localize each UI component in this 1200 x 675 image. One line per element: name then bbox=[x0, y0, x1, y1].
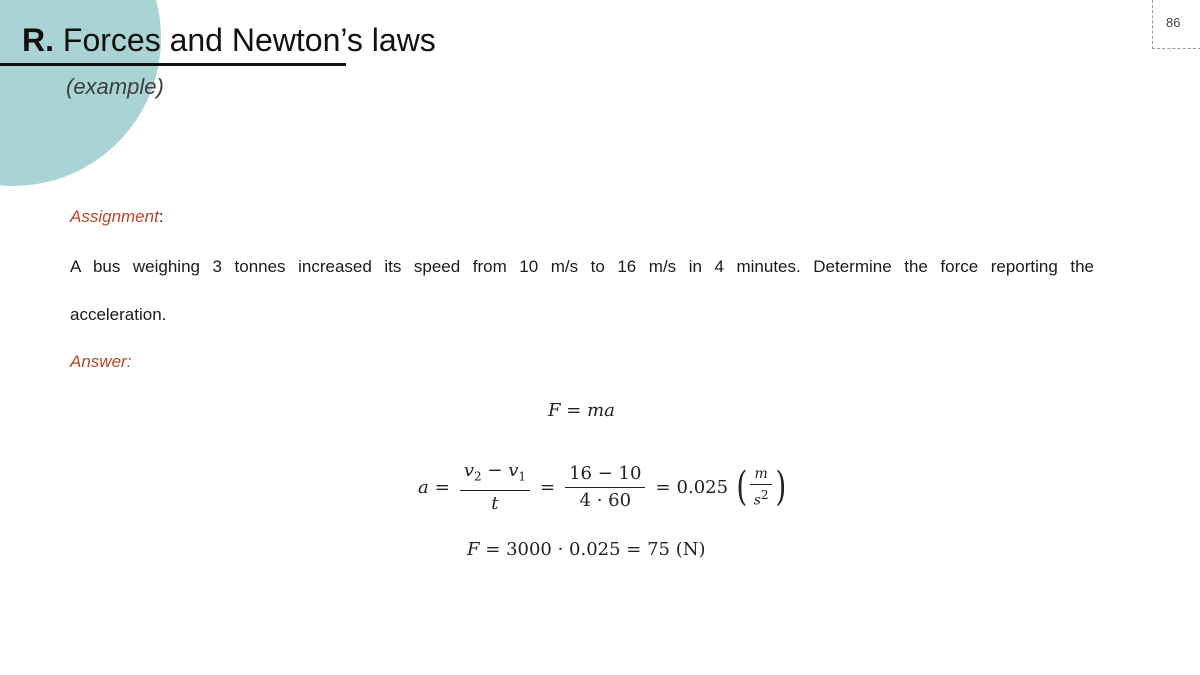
eq2-equals-3: = bbox=[655, 476, 671, 498]
answer-label-text: Answer bbox=[70, 352, 127, 371]
assignment-label-text: Assignment bbox=[70, 207, 159, 226]
assignment-colon: : bbox=[158, 207, 164, 226]
eq2-equals-2: = bbox=[540, 476, 556, 498]
answer-colon: : bbox=[126, 352, 132, 371]
eq2-fraction-symbolic-numerator: $v_2 - v_1$ bbox=[460, 460, 530, 491]
eq1-equals: = bbox=[566, 400, 582, 421]
eq2-lhs: a bbox=[418, 476, 429, 498]
eq1-force-symbol: F bbox=[548, 400, 561, 421]
equation-acceleration bbox=[418, 460, 788, 515]
eq1-rhs: ma bbox=[587, 400, 615, 421]
title-underline bbox=[0, 63, 346, 66]
eq2-fraction-numeric bbox=[565, 463, 645, 512]
eq2-fraction-numeric-denominator: 4 · 60 bbox=[579, 489, 632, 511]
slide-title bbox=[22, 20, 436, 60]
assignment-text-line2: acceleration. bbox=[70, 305, 167, 324]
title-prefix: R. bbox=[22, 22, 54, 58]
eq2-fraction-symbolic-denominator: t bbox=[491, 492, 499, 514]
equation-newton-second-law bbox=[548, 400, 615, 421]
eq3-rhs: 3000 · 0.025 = 75 (N) bbox=[506, 539, 706, 560]
eq2-fraction-symbolic bbox=[460, 460, 530, 515]
slide-subtitle: (example) bbox=[66, 74, 164, 99]
eq2-equals-1: = bbox=[434, 476, 450, 498]
eq2-unit-numerator: m bbox=[750, 466, 771, 485]
eq2-left-paren: ( bbox=[736, 464, 748, 511]
assignment-label bbox=[70, 207, 164, 227]
assignment-text-line1: A bus weighing 3 tonnes increased its speed from 10 m/s to 16 m/s in 4 minutes. Determine the force reporting the bbox=[70, 257, 1094, 276]
eq2-value: 0.025 bbox=[676, 476, 729, 498]
title-text: Forces and Newton’s laws bbox=[62, 22, 436, 58]
eq3-lhs: F bbox=[467, 539, 480, 560]
equation-force-result bbox=[467, 539, 706, 560]
eq3-equals: = bbox=[485, 539, 501, 560]
eq2-unit-denominator: $s^2$ bbox=[753, 487, 769, 509]
eq2-right-paren: ) bbox=[774, 464, 786, 511]
eq2-unit-fraction bbox=[750, 466, 773, 509]
answer-label bbox=[70, 352, 131, 372]
eq2-fraction-numeric-numerator: 16 − 10 bbox=[565, 463, 645, 488]
page-number: 86 bbox=[1166, 15, 1181, 30]
